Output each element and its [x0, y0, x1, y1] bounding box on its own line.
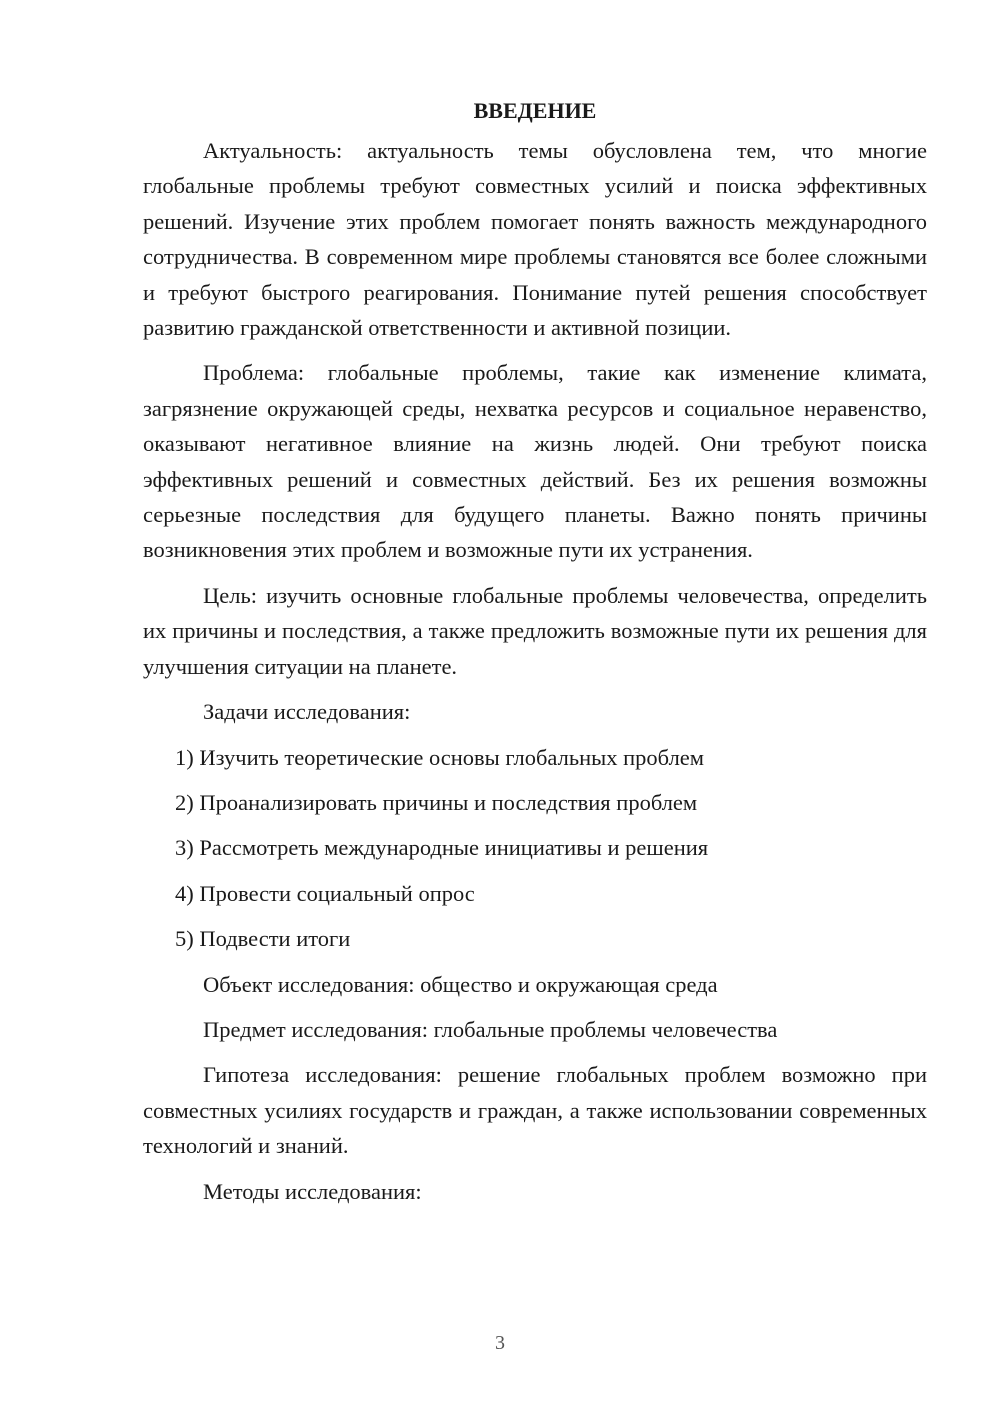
document-page: [143, 95, 927, 1219]
task-item: 5) Подвести итоги: [175, 926, 351, 952]
problem-paragraph: Проблема: глобальные проблемы, такие как изменение климата, загрязнение окружающей среды, нехватка ресурсов и социальное неравенство, оказывают негативное влияние на жизнь людей. Они требуют поиска эффективных решений и совместных действий. Без их решения возможны серьезные последствия для будущего планеты. Важно понять причины возникновения этих проблем и возможные пути их устранения.: [143, 360, 927, 563]
tasks-heading: Задачи исследования:: [203, 699, 411, 725]
section-title: ВВЕДЕНИЕ: [473, 98, 597, 123]
methods-heading: Методы исследования:: [203, 1178, 422, 1204]
relevance-paragraph: Актуальность: актуальность темы обусловлена тем, что многие глобальные проблемы требуют совместных усилий и поиска эффективных решений. Изучение этих проблем помогает понять важность международного сотрудничества. В современном мире проблемы становятся все более сложными и требуют быстрого реагирования. Понимание путей решения способствует развитию гражданской ответственности и активной позиции.: [143, 138, 927, 341]
task-item: 4) Провести социальный опрос: [175, 880, 475, 906]
tasks-list: [143, 740, 927, 957]
task-item: 2) Проанализировать причины и последствия проблем: [175, 789, 698, 815]
research-object: Объект исследования: общество и окружающая среда: [203, 971, 718, 997]
hypothesis-paragraph: Гипотеза исследования: решение глобальных проблем возможно при совместных усилиях государств и граждан, а также использовании современных технологий и знаний.: [143, 1062, 927, 1159]
research-subject: Предмет исследования: глобальные проблемы человечества: [203, 1016, 778, 1042]
task-item: 1) Изучить теоретические основы глобальных проблем: [175, 744, 705, 770]
goal-paragraph: Цель: изучить основные глобальные проблемы человечества, определить их причины и последствия, а также предложить возможные пути их решения для улучшения ситуации на планете.: [143, 582, 927, 679]
task-item: 3) Рассмотреть международные инициативы и решения: [175, 835, 709, 861]
page-number: 3: [495, 1332, 505, 1354]
